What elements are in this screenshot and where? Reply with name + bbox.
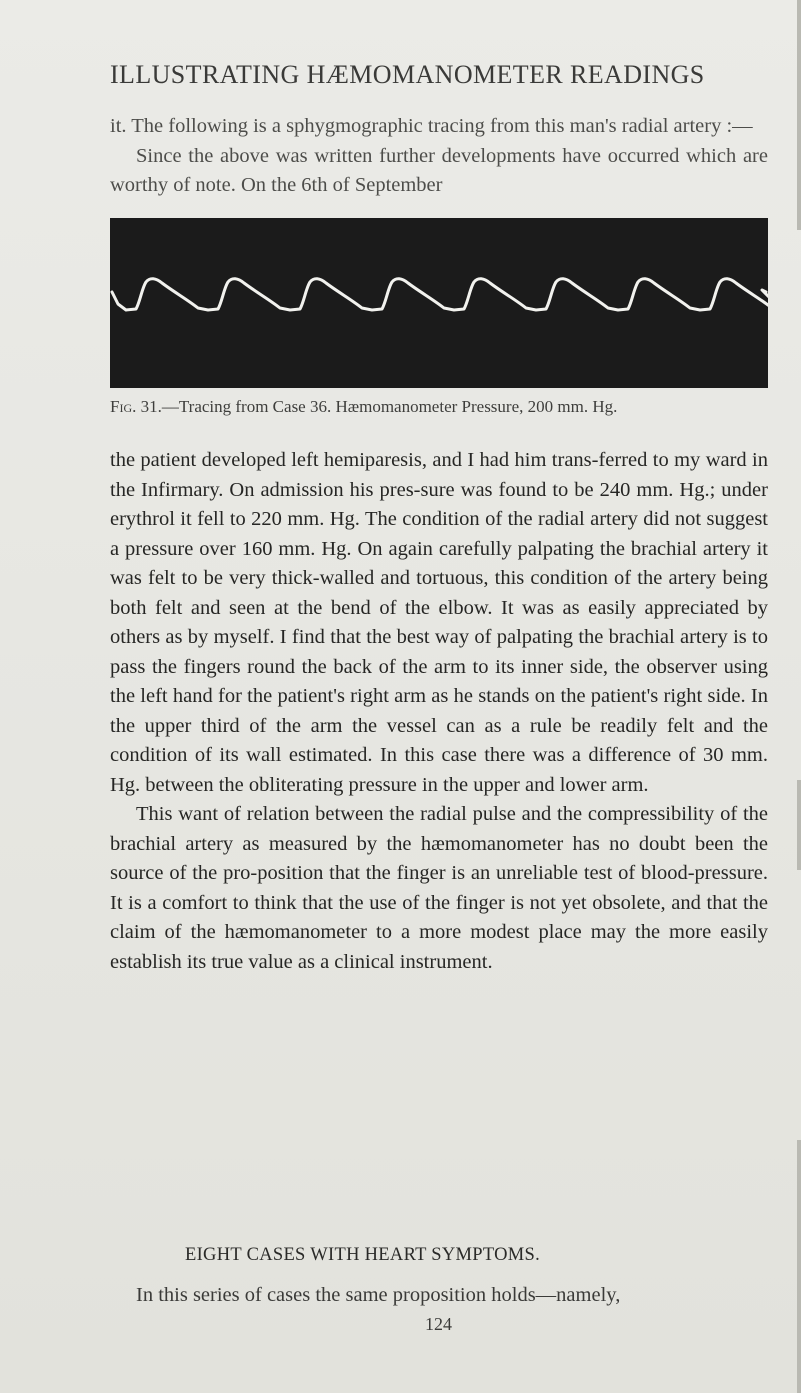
top-paragraph	[110, 112, 768, 201]
page-edge-shadow	[797, 0, 801, 230]
page-edge-shadow	[797, 1140, 801, 1393]
body-paragraph	[110, 800, 768, 977]
body-paragraph-text: This want of relation between the radial pulse and the compressibility of the brachial artery as measured by the hæmomanometer has no doubt been the source of the pro-position that the finger is an unreliable test of blood-pressure. It is a comfort to think that the use of the finger is not yet obsolete, and that the claim of the hæmomanometer to a more modest place may the more easily establish its true value as a clinical instrument.	[110, 803, 768, 973]
section-heading: EIGHT CASES WITH HEART SYMPTOMS.	[185, 1245, 541, 1265]
top-paragraph-text: it. The following is a sphygmographic tracing from this man's radial artery :—	[110, 115, 753, 137]
figure-caption-text: —Tracing from Case 36. Hæmomanometer Pressure, 200 mm. Hg.	[161, 397, 618, 416]
top-paragraph-text-2: Since the above was written further developments have occurred which are worthy of note. On the 6th of September	[110, 144, 768, 196]
closing-paragraph-text: In this series of cases the same proposition holds—namely,	[136, 1284, 621, 1306]
pulse-tracing	[110, 218, 768, 388]
sphygmographic-tracing-figure	[110, 218, 768, 388]
figure-label: Fig. 31.	[110, 397, 162, 416]
body-paragraph: the patient developed left hemiparesis, and I had him trans-ferred to my ward in the Infirmary. On admission his pres-sure was found to be 240 mm. Hg.; under erythrol it fell to 220 mm. Hg. The condition of the radial artery did not suggest a pressure over 160 mm. Hg. On again carefully palpating the brachial artery it was felt to be very thick-walled and tortuous, this condition of the artery being both felt and seen at the bend of the elbow. It was as easily appreciated by others as by myself. I find that the best way of palpating the brachial artery is to pass the fingers round the back of the arm to its inner side, the observer using the left hand for the patient's right arm as he stands on the patient's right side. In the upper third of the arm the vessel can as a rule be readily felt and the condition of its wall estimated. In this case there was a difference of 30 mm. Hg. between the obliterating pressure in the upper and lower arm.	[110, 449, 768, 796]
page-edge-shadow	[797, 780, 801, 870]
main-body	[110, 446, 768, 977]
closing-paragraph	[110, 1281, 768, 1311]
running-head: ILLUSTRATING HÆMOMANOMETER READINGS	[110, 60, 705, 89]
page-number: 124	[425, 1314, 452, 1334]
figure-caption	[110, 397, 768, 417]
